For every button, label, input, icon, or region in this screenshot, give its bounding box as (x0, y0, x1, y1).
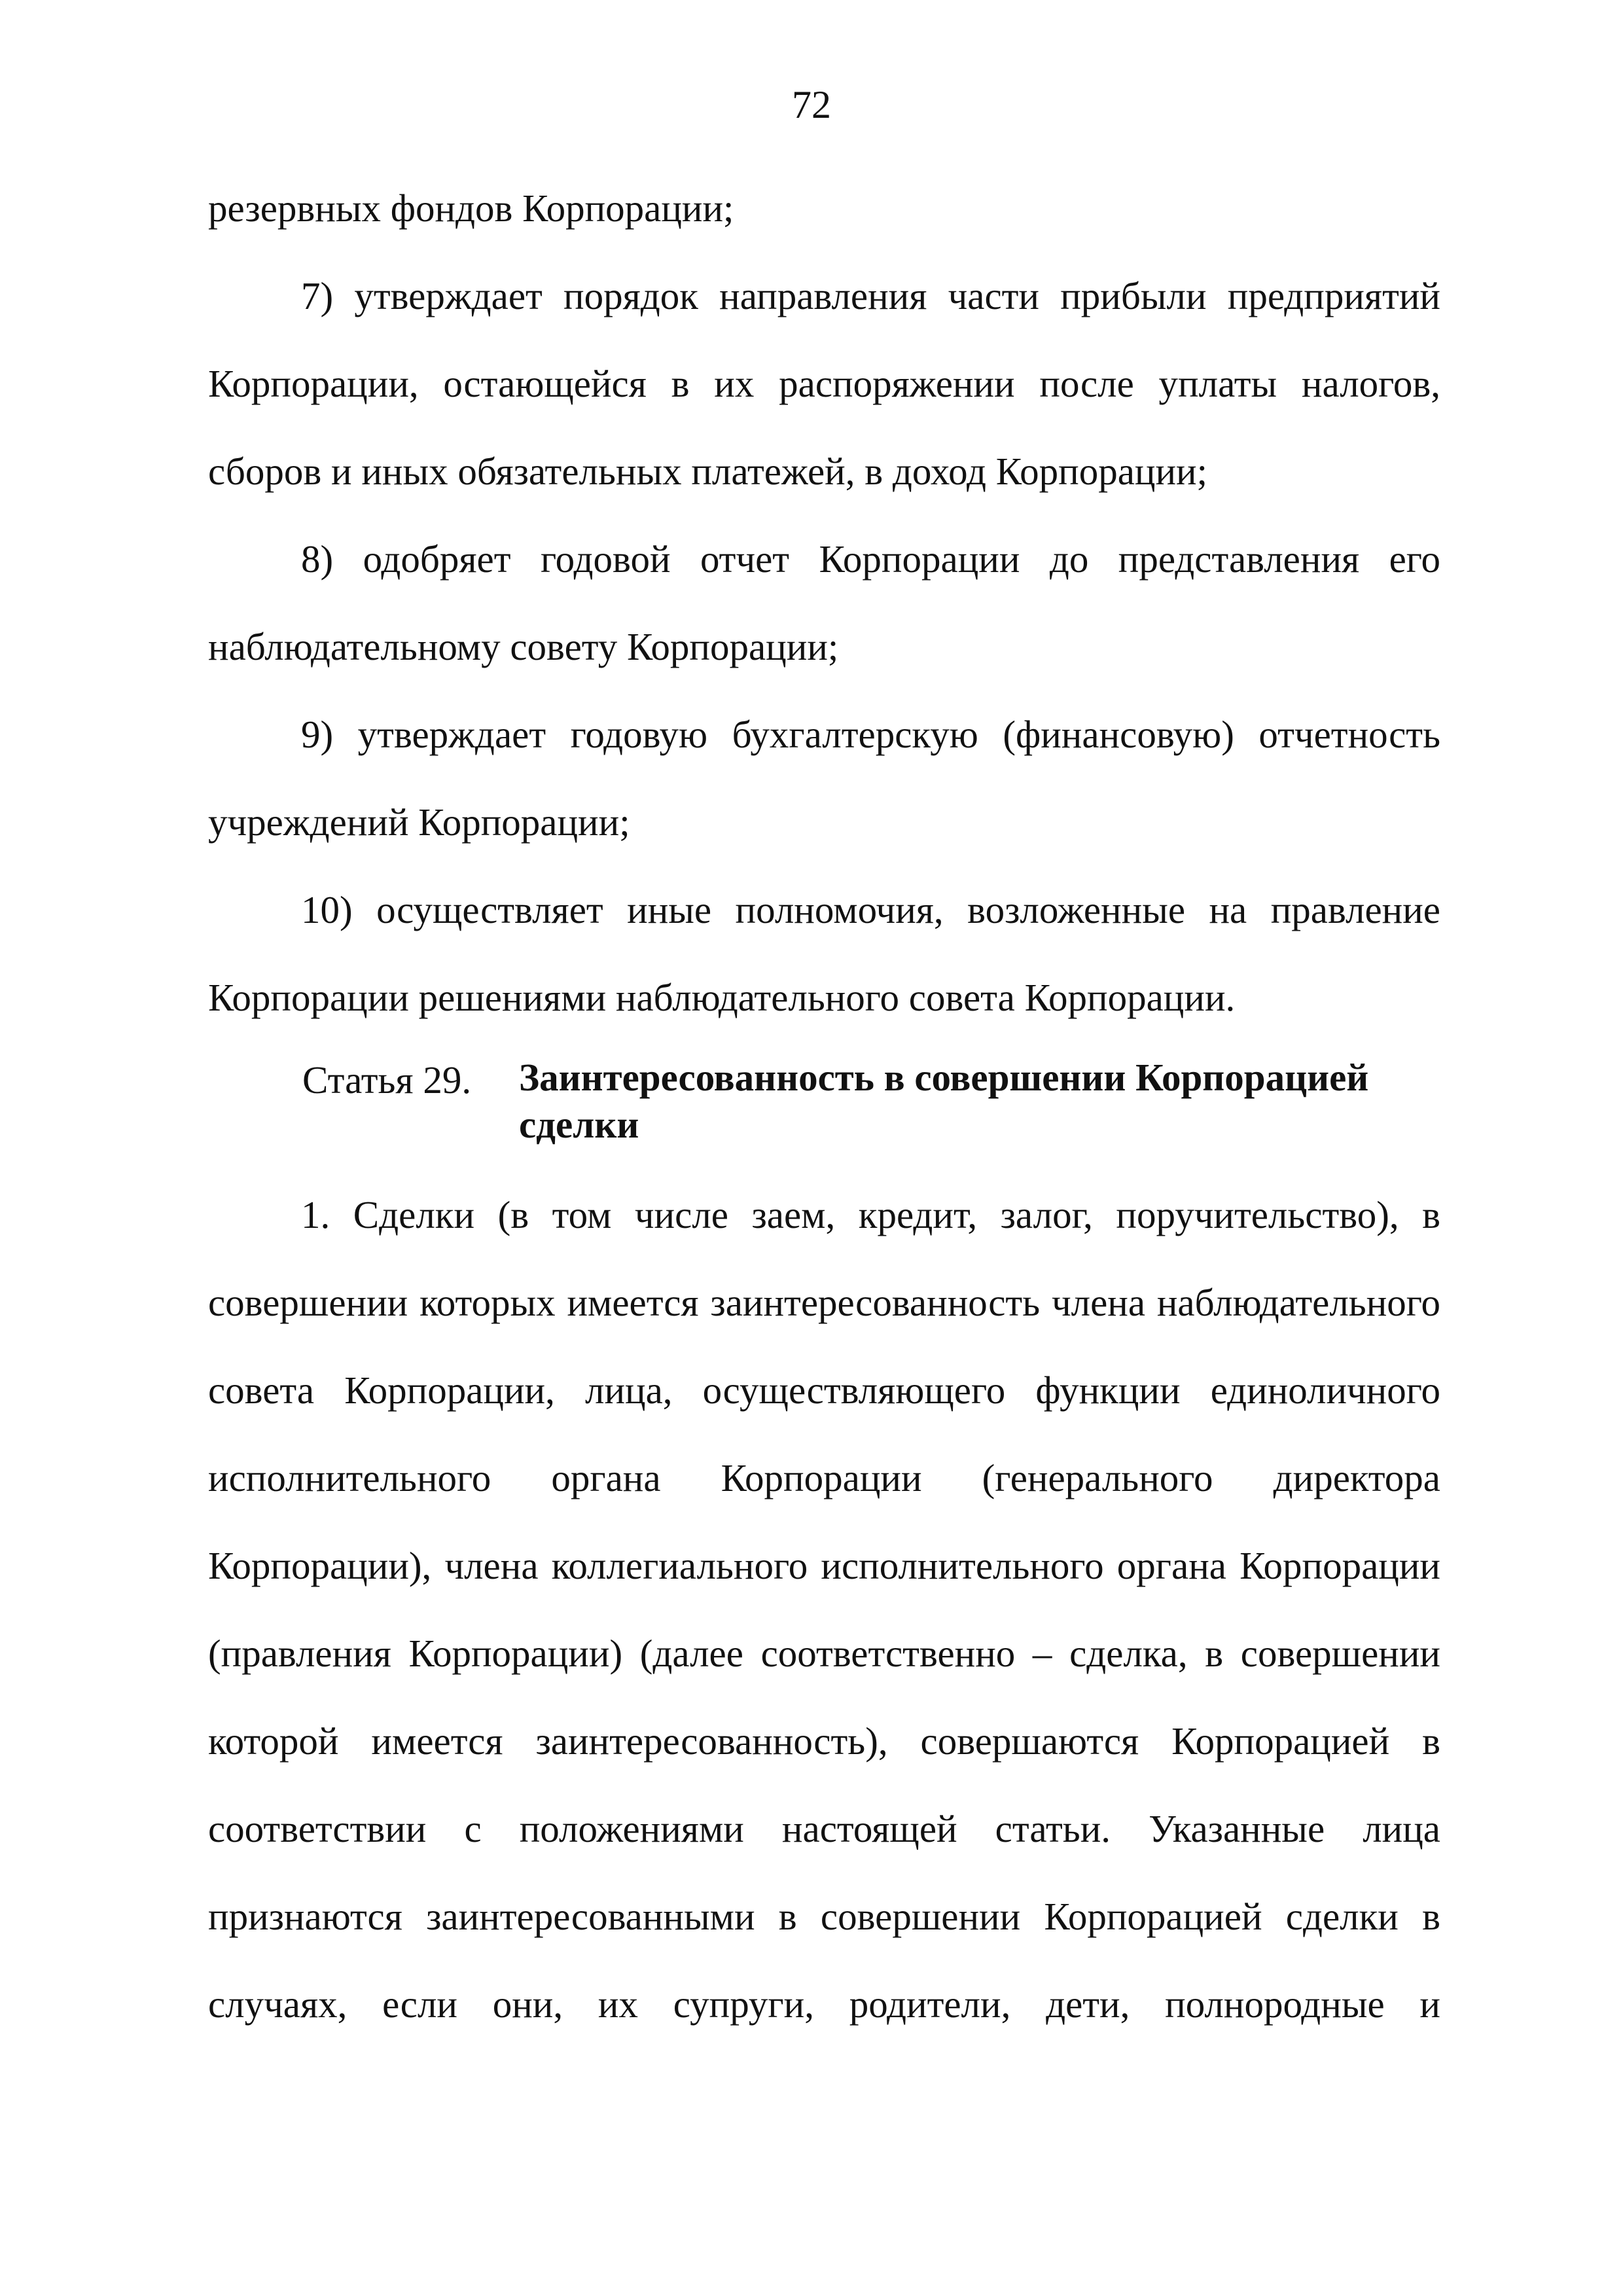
article-label: Статья 29. (302, 1058, 472, 1102)
text-line: 7) утверждает порядок направления части прибыли предприятий (301, 274, 1440, 317)
text-line: исполнительного органа Корпорации (генерального директора (208, 1456, 1440, 1499)
text-line: (правления Корпорации) (далее соответственно – сделка, в совершении (208, 1632, 1440, 1675)
text-line: случаях, если они, их супруги, родители, дети, полнородные и (208, 1982, 1440, 2026)
text-line: совершении которых имеется заинтересованность члена наблюдательного (208, 1281, 1440, 1324)
article-title-line: Заинтересованность в совершении Корпорацией (519, 1056, 1369, 1099)
text-line: Корпорации решениями наблюдательного совета Корпорации. (208, 976, 1236, 1019)
text-line: Корпорации), члена коллегиального исполнительного органа Корпорации (208, 1544, 1440, 1587)
text-line: наблюдательному совету Корпорации; (208, 625, 839, 668)
text-line: резервных фондов Корпорации; (208, 187, 734, 230)
text-line: сборов и иных обязательных платежей, в доход Корпорации; (208, 450, 1207, 493)
text-line: учреждений Корпорации; (208, 800, 630, 844)
page-number: 72 (792, 83, 831, 126)
text-line: совета Корпорации, лица, осуществляющего функции единоличного (208, 1369, 1440, 1412)
text-line: признаются заинтересованными в совершении Корпорацией сделки в (208, 1895, 1440, 1938)
text-line: 8) одобряет годовой отчет Корпорации до представления его (301, 537, 1440, 581)
text-line: 1. Сделки (в том числе заем, кредит, залог, поручительство), в (301, 1193, 1440, 1236)
article-title (519, 1054, 1435, 1148)
text-line: соответствии с положениями настоящей статьи. Указанные лица (208, 1807, 1440, 1850)
text-line: Корпорации, остающейся в их распоряжении после уплаты налогов, (208, 362, 1440, 405)
text-line: 9) утверждает годовую бухгалтерскую (финансовую) отчетность (301, 713, 1440, 756)
text-line: 10) осуществляет иные полномочия, возложенные на правление (301, 888, 1440, 931)
text-line: которой имеется заинтересованность), совершаются Корпорацией в (208, 1719, 1440, 1763)
article-title-line: сделки (519, 1103, 639, 1146)
